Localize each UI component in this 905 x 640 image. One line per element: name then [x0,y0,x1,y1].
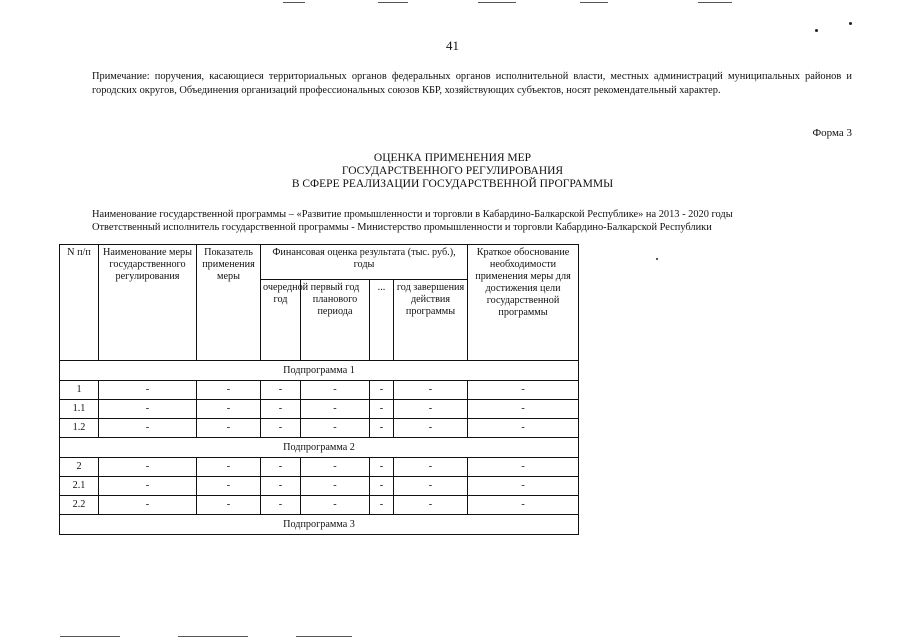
scan-dot-2 [849,22,852,25]
cell-current-year: - [261,381,301,400]
program-info [92,208,852,234]
cell-first-plan-year: - [301,458,370,477]
header-justification: Краткое обоснование необходимости применения меры для достижения цели государственной программы [468,245,579,361]
regulation-measures-table [59,244,579,535]
cell-ellipsis: - [370,458,394,477]
cell-measure: - [99,400,197,419]
cell-first-plan-year: - [301,400,370,419]
header-ellipsis: ... [370,280,394,361]
page-number: 41 [446,38,459,53]
cell-current-year: - [261,458,301,477]
cell-completion-year: - [394,419,468,438]
cell-indicator: - [197,458,261,477]
section-title: Подпрограмма 2 [60,438,579,458]
document-title [0,152,905,191]
section-title: Подпрограмма 3 [60,515,579,535]
cell-first-plan-year: - [301,381,370,400]
cell-first-plan-year: - [301,419,370,438]
cell-current-year: - [261,477,301,496]
table-row [60,496,579,515]
scan-mark-top-3 [478,2,516,3]
title-line-3: В СФЕРЕ РЕАЛИЗАЦИИ ГОСУДАРСТВЕННОЙ ПРОГРАММЫ [291,178,614,190]
table-row [60,458,579,477]
scan-mark-bottom-1 [60,636,120,637]
row-num: 1.1 [60,400,99,419]
cell-current-year: - [261,419,301,438]
title-line-1: ОЦЕНКА ПРИМЕНЕНИЯ МЕР [373,152,532,164]
cell-justification: - [468,496,579,515]
row-num: 2 [60,458,99,477]
table-row [60,419,579,438]
table-row [60,381,579,400]
cell-justification: - [468,400,579,419]
cell-ellipsis: - [370,496,394,515]
cell-justification: - [468,458,579,477]
cell-ellipsis: - [370,477,394,496]
scan-mark-top-5 [698,2,732,3]
cell-completion-year: - [394,458,468,477]
table-row [60,400,579,419]
cell-indicator: - [197,477,261,496]
table-body [60,361,579,535]
cell-measure: - [99,477,197,496]
scan-mark-top-1 [283,2,305,3]
row-num: 2.2 [60,496,99,515]
cell-indicator: - [197,400,261,419]
cell-current-year: - [261,400,301,419]
table-row [60,477,579,496]
cell-indicator: - [197,496,261,515]
cell-measure: - [99,496,197,515]
cell-measure: - [99,419,197,438]
scan-mark-top-2 [378,2,408,3]
header-num: N п/п [60,245,99,361]
row-num: 1.2 [60,419,99,438]
cell-indicator: - [197,381,261,400]
section-title: Подпрограмма 1 [60,361,579,381]
header-measure-name: Наименование меры государственного регулирования [99,245,197,361]
cell-completion-year: - [394,496,468,515]
cell-justification: - [468,419,579,438]
cell-completion-year: - [394,400,468,419]
header-indicator: Показатель применения меры [197,245,261,361]
cell-completion-year: - [394,381,468,400]
cell-completion-year: - [394,477,468,496]
cell-current-year: - [261,496,301,515]
scan-dot-3 [656,258,658,260]
cell-ellipsis: - [370,381,394,400]
header-current-year: очередной год [261,280,301,361]
row-num: 1 [60,381,99,400]
cell-justification: - [468,477,579,496]
scan-mark-bottom-2 [178,636,248,637]
cell-ellipsis: - [370,419,394,438]
cell-first-plan-year: - [301,496,370,515]
cell-ellipsis: - [370,400,394,419]
program-name: Наименование государственной программы – «Развитие промышленности и торговли в Кабардино-Балкарской Республике» на 2013 - 2020 годы [92,209,733,220]
cell-measure: - [99,458,197,477]
cell-measure: - [99,381,197,400]
scan-mark-bottom-3 [296,636,352,637]
cell-justification: - [468,381,579,400]
header-financial-assessment: Финансовая оценка результата (тыс. руб.), годы [261,245,468,280]
form-label: Форма 3 [812,127,852,139]
note-paragraph: Примечание: поручения, касающиеся территориальных органов федеральных органов исполнительной власти, местных администраций муниципальных районов и городских округов, Объединения организаций профессиональных союзов КБР, хозяйствующих субъектов, носят рекомендательный характер. [92,71,852,96]
header-first-plan-year: первый год планового периода [301,280,370,361]
cell-first-plan-year: - [301,477,370,496]
scan-dot-1 [815,29,818,32]
header-completion-year: год завершения действия программы [394,280,468,361]
responsible-executor: Ответственный исполнитель государственной программы - Министерство промышленности и торговли Кабардино-Балкарской Республики [92,222,712,233]
row-num: 2.1 [60,477,99,496]
scan-mark-top-4 [580,2,608,3]
cell-indicator: - [197,419,261,438]
title-line-2: ГОСУДАРСТВЕННОГО РЕГУЛИРОВАНИЯ [341,165,564,177]
